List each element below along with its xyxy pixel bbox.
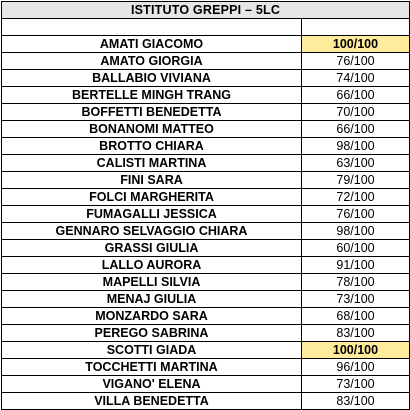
student-grade: 96/100	[302, 359, 410, 376]
student-name: FOLCI MARGHERITA	[2, 189, 302, 206]
table-row	[2, 223, 410, 240]
student-name: MAPELLI SILVIA	[2, 274, 302, 291]
student-grade: 70/100	[302, 104, 410, 121]
student-name: VILLA BENEDETTA	[2, 393, 302, 410]
table-title: ISTITUTO GREPPI – 5LC	[2, 2, 410, 19]
student-grade: 91/100	[302, 257, 410, 274]
blank-row	[2, 19, 410, 36]
student-name: GRASSI GIULIA	[2, 240, 302, 257]
student-grade: 83/100	[302, 393, 410, 410]
table-row	[2, 138, 410, 155]
table-row	[2, 291, 410, 308]
table-row	[2, 53, 410, 70]
blank-cell	[2, 19, 302, 36]
student-grade: 66/100	[302, 87, 410, 104]
student-grade: 73/100	[302, 376, 410, 393]
table-row	[2, 308, 410, 325]
student-name: SCOTTI GIADA	[2, 342, 302, 359]
student-grade: 63/100	[302, 155, 410, 172]
student-name: BALLABIO VIVIANA	[2, 70, 302, 87]
student-grade: 72/100	[302, 189, 410, 206]
table-row	[2, 274, 410, 291]
student-grade: 74/100	[302, 70, 410, 87]
student-name: BOFFETTI BENEDETTA	[2, 104, 302, 121]
student-grade: 100/100	[302, 342, 410, 359]
table-row	[2, 342, 410, 359]
grades-table	[1, 1, 410, 410]
student-name: AMATO GIORGIA	[2, 53, 302, 70]
table-row	[2, 36, 410, 53]
student-grade: 100/100	[302, 36, 410, 53]
blank-cell	[302, 19, 410, 36]
student-name: GENNARO SELVAGGIO CHIARA	[2, 223, 302, 240]
student-grade: 76/100	[302, 206, 410, 223]
student-name: TOCCHETTI MARTINA	[2, 359, 302, 376]
student-grade: 98/100	[302, 138, 410, 155]
table-row	[2, 87, 410, 104]
grades-table-body	[2, 2, 410, 410]
student-name: FUMAGALLI JESSICA	[2, 206, 302, 223]
student-grade: 66/100	[302, 121, 410, 138]
table-row	[2, 325, 410, 342]
student-grade: 73/100	[302, 291, 410, 308]
student-name: BROTTO CHIARA	[2, 138, 302, 155]
table-row	[2, 257, 410, 274]
student-grade: 83/100	[302, 325, 410, 342]
student-name: BONANOMI MATTEO	[2, 121, 302, 138]
student-name: MONZARDO SARA	[2, 308, 302, 325]
table-row	[2, 155, 410, 172]
student-grade: 78/100	[302, 274, 410, 291]
table-row	[2, 393, 410, 410]
student-grade: 76/100	[302, 53, 410, 70]
student-name: AMATI GIACOMO	[2, 36, 302, 53]
student-name: MENAJ GIULIA	[2, 291, 302, 308]
student-name: LALLO AURORA	[2, 257, 302, 274]
student-grade: 79/100	[302, 172, 410, 189]
table-row	[2, 206, 410, 223]
table-row	[2, 121, 410, 138]
table-row	[2, 104, 410, 121]
student-name: CALISTI MARTINA	[2, 155, 302, 172]
table-row	[2, 70, 410, 87]
table-row	[2, 359, 410, 376]
title-row	[2, 2, 410, 19]
table-row	[2, 172, 410, 189]
student-grade: 60/100	[302, 240, 410, 257]
student-grade: 68/100	[302, 308, 410, 325]
student-name: VIGANO' ELENA	[2, 376, 302, 393]
table-row	[2, 240, 410, 257]
table-row	[2, 376, 410, 393]
student-name: FINI SARA	[2, 172, 302, 189]
table-row	[2, 189, 410, 206]
student-name: PEREGO SABRINA	[2, 325, 302, 342]
student-name: BERTELLE MINGH TRANG	[2, 87, 302, 104]
student-grade: 98/100	[302, 223, 410, 240]
